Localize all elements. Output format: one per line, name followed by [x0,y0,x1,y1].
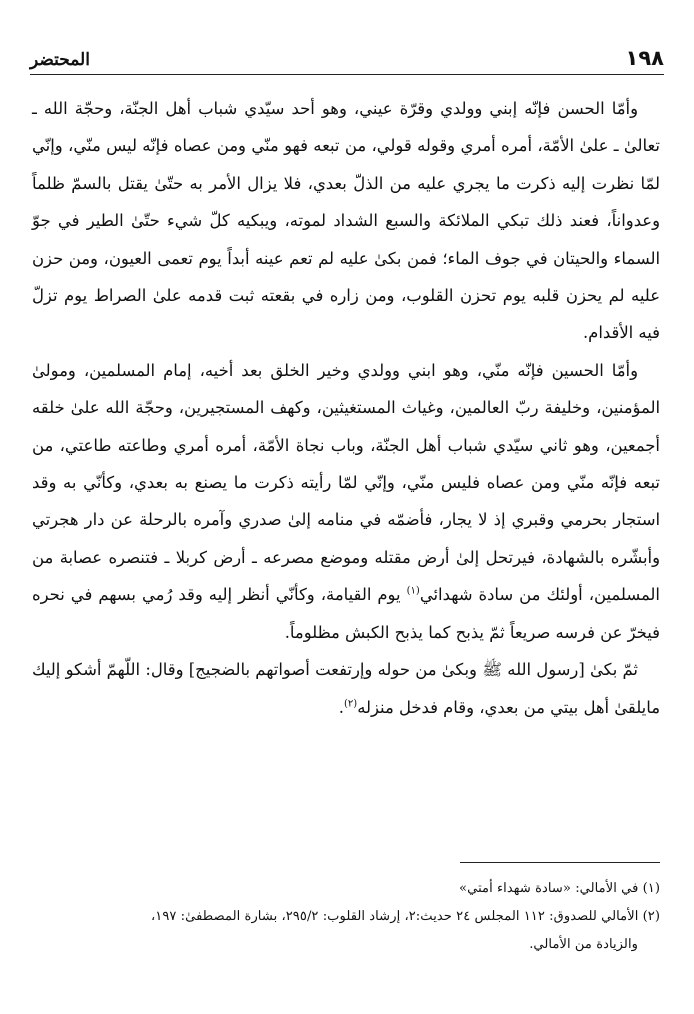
footnote-divider [460,862,660,863]
footnote-1: (١) في الأمالي: «سادة شهداء أمتي» [459,881,660,896]
page-number: ١٩٨ [625,46,664,70]
paragraph-closing-text: ثمّ بكىٰ [رسول الله ﷺ وبكىٰ من حوله وإرتفعت أصواتهم بالضجيج] وقال: اللّهمّ أشكو إليك مايلقىٰ أهل بيتي من بعدي، وقام فدخل منزله [32,660,660,717]
footnote-mark-1: (١) [406,585,420,597]
footnote-2-continuation: والزيادة من الأمالي. [529,937,638,952]
paragraph-hasan: وأمّا الحسن فإنّه إبني وولدي وقرّة عيني، وهو أحد سيّدي شباب أهل الجنّة، وحجّة الله ـ تعالىٰ ـ علىٰ الأمّة، أمره أمري وقوله قولي، من تبعه فهو منّي ومن عصاه فإنّه ليس منّي، وإنّي لمّا نظرت إليه ذكرت ما يجري عليه من الذلّ بعدي، فلا يزال الأمر به حتّىٰ يقتل بالسمّ ظلماً وعدواناً، فعند ذلك تبكي الملائكة والسبع الشداد لموته، ويبكيه كلّ شيء حتّىٰ الطير في جوّ السماء والحيتان في جوف الماء؛ فمن بكىٰ عليه لم تعم عينه أبداً يوم تعمى العيون، ومن حزن عليه لم يحزن قلبه يوم تحزن القلوب، ومن زاره في بقعته ثبت قدمه علىٰ الصراط يوم تزلّ فيه الأقدام. [32,99,660,343]
footnote-2: (٢) الأمالي للصدوق: ١١٢ المجلس ٢٤ حديث:٢، إرشاد القلوب: ٢٩٥/٢، بشارة المصطفىٰ: ١٩٧، [150,909,660,924]
main-text [32,90,660,726]
footnotes [32,876,660,960]
paragraph-husayn-part2: يوم القيامة، وكأنّي أنظر إليه وقد رُمي بسهم في نحره فيخرّ عن فرسه صريعاً ثمّ يذبح كما يذبح الكبش مظلوماً. [32,585,660,642]
paragraph-husayn [32,352,660,651]
closing-period: . [338,697,345,717]
running-title: المحتضر [30,50,90,70]
page-header [30,38,664,75]
footnote-mark-2: (٢) [344,698,358,710]
paragraph-husayn-part1: وأمّا الحسين فإنّه منّي، وهو ابني وولدي وخير الخلق بعد أخيه، إمام المسلمين، ومولىٰ المؤمنين، وخليفة ربّ العالمين، وغياث المستغيثين، وكهف المستجيرين، وحجّة الله علىٰ خلقه أجمعين، وهو ثاني سيّدي شباب أهل الجنّة، وباب نجاة الأمّة، أمره أمري وطاعته طاعتي، من تبعه فإنّه منّي ومن عصاه فليس منّي، وإنّي لمّا رأيته ذكرت ما يصنع به بعدي، وكأنّي به وقد استجار بحرمي وقبري إذ لا يجار، فأضمّه في منامه إلىٰ صدري وآمره بالرحلة عن دار هجرتي وأبشّره بالشهادة، فيرتحل إلىٰ أرض مقتله وموضع مصرعه ـ أرض كربلا ـ فتنصره عصابة من المسلمين، أولئك من سادة شهدائي [32,360,660,605]
paragraph-closing [32,651,660,726]
